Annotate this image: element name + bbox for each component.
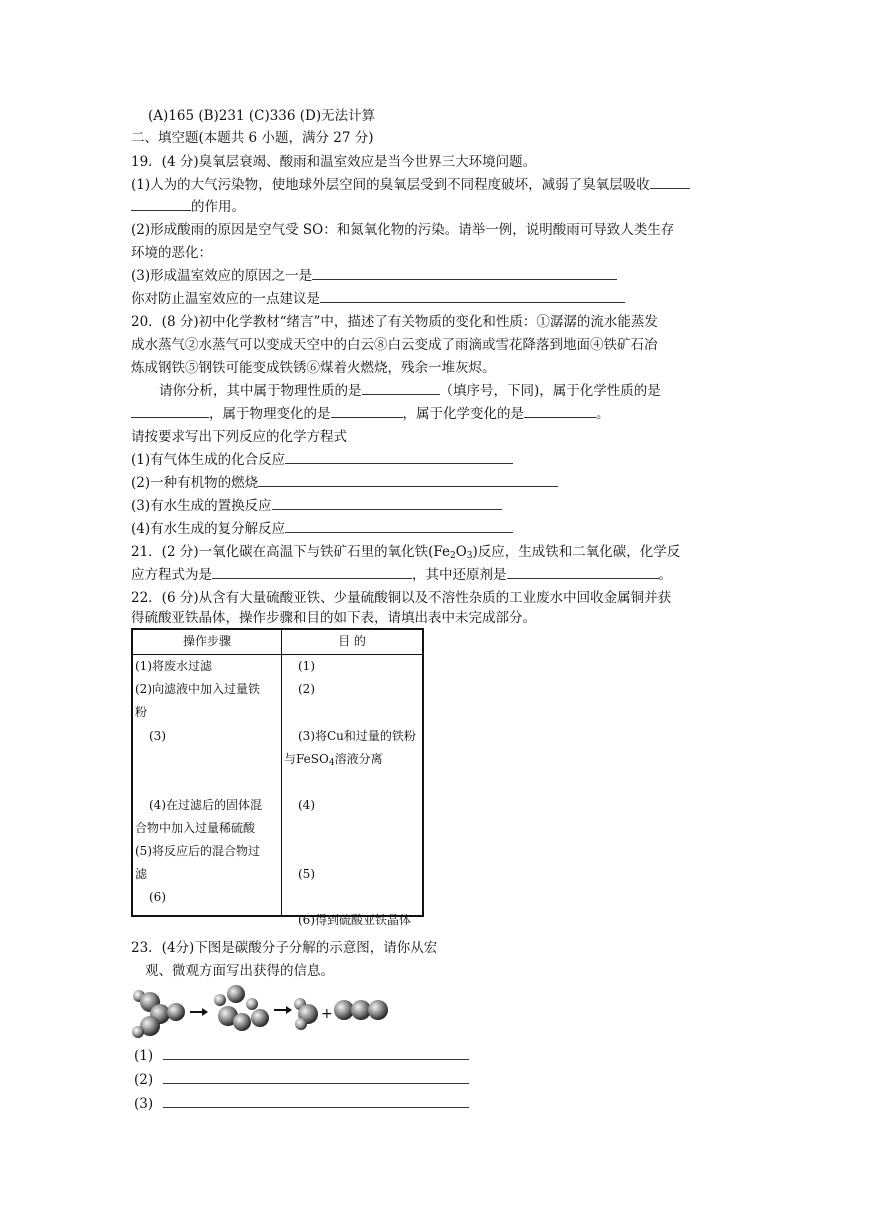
q19-stem: 19．(4 分)臭氧层衰竭、酸雨和温室效应是当今世界三大环境问题。: [131, 154, 537, 170]
q21-text-tail: )反应，生成铁和二氧化碳，化学反: [472, 544, 681, 560]
subscript: 2: [449, 551, 456, 561]
step-5-cont: 滤: [135, 867, 148, 881]
header-steps: 操作步骤: [132, 629, 282, 655]
q18-options: (A)165 (B)231 (C)336 (D)无法计算: [148, 108, 376, 124]
purpose-4: (4): [298, 798, 315, 812]
purpose-2: (2): [298, 682, 315, 696]
purpose-3-formula: 与FeSO: [284, 752, 329, 766]
q20-line4-text: 请你分析，其中属于物理性质的是: [159, 383, 362, 399]
carbon-dioxide-molecule: [334, 1000, 388, 1020]
answer-blank[interactable]: [212, 564, 412, 579]
step-4: (4)在过滤后的固体混: [149, 798, 262, 812]
q20-line5-end: 。: [596, 406, 610, 422]
answer-blank[interactable]: [258, 472, 558, 487]
q20-reaction-3: [131, 495, 502, 517]
q20-line4: [159, 380, 661, 402]
plus-sign: +: [321, 1006, 333, 1022]
answer-blank[interactable]: [362, 380, 440, 395]
purpose-6: (6)得到硫酸亚铁晶体: [298, 913, 411, 927]
q20-line2: 成水蒸气②水蒸气可以变成天空中的白云⑧白云变成了雨滴或雪花降落到地面④铁矿石冶: [131, 337, 658, 353]
answer-blank[interactable]: [163, 1093, 469, 1108]
q19-part3-text: (3)形成温室效应的原因之一是: [131, 268, 313, 284]
q19-part3: [131, 265, 617, 287]
section-title: 二、填空题(本题共 6 小题，满分 27 分): [131, 130, 374, 146]
header-purpose: 目 的: [282, 629, 424, 655]
q20-line5: [131, 403, 610, 425]
q20-line3: 炼成钢铁⑤钢铁可能变成铁锈⑥煤着火燃烧，残余一堆灰烬。: [131, 360, 496, 376]
q19-part1-cont: [131, 196, 245, 218]
reaction-label: (3)有水生成的置换反应: [131, 498, 272, 514]
answer-blank[interactable]: [331, 403, 403, 418]
q23-line1: 23．(4分)下图是碳酸分子分解的示意图，请你从宏: [131, 940, 438, 956]
q21-text: 21．(2 分)一氧化碳在高温下与铁矿石里的氧化铁(Fe: [131, 544, 450, 560]
q19-part4-text: 你对防止温室效应的一点建议是: [131, 291, 320, 307]
q20-line5-mid: ，属于化学变化的是: [402, 406, 524, 422]
q21-end: 。: [658, 567, 672, 583]
answer-blank[interactable]: [507, 564, 659, 579]
q20-line4-tail: （填序号，下同)，属于化学性质的是: [439, 383, 661, 399]
answer-blank[interactable]: [272, 495, 502, 510]
purpose-3-tail: 溶液分离: [334, 752, 383, 766]
q19-part1: [131, 174, 690, 196]
q20-reaction-1: [131, 449, 513, 471]
step-2: (2)向滤液中加入过量铁: [135, 682, 260, 696]
operations-table: [131, 628, 424, 927]
purpose-3-cont: [284, 748, 383, 775]
q19-part2-cont: 环境的恶化：: [131, 245, 212, 261]
reaction-label: (2)一种有机物的燃烧: [131, 475, 259, 491]
q19-part1-tail: 的作用。: [191, 199, 245, 215]
purpose-5: (5): [298, 867, 315, 881]
purpose-cell: [282, 655, 424, 927]
reaction-label: (1)有气体生成的化合反应: [131, 452, 286, 468]
answer-blank[interactable]: [163, 1069, 469, 1084]
answer-blank[interactable]: [285, 449, 513, 464]
q21-line2: [131, 564, 672, 586]
carbonic-acid-molecule: [132, 990, 185, 1038]
q20-line5-text: ，属于物理变化的是: [209, 406, 331, 422]
answer-blank[interactable]: [285, 518, 513, 533]
purpose-3: (3)将Cu和过量的铁粉: [298, 729, 416, 743]
q21-eq-label: 应方程式为是: [131, 567, 212, 583]
reaction-label: (4)有水生成的复分解反应: [131, 521, 286, 537]
q22-line2: 得硫酸亚铁晶体，操作步骤和目的如下表，请填出表中未完成部分。: [131, 610, 536, 626]
step-3: (3): [149, 729, 166, 743]
step-1: (1)将废水过滤: [135, 659, 212, 673]
q21-formula: O: [455, 544, 467, 560]
answer-label: (1): [134, 1048, 154, 1064]
answer-blank[interactable]: [320, 288, 625, 303]
step-6: (6): [149, 890, 166, 904]
subscript: 4: [328, 758, 335, 768]
step-5: (5)将反应后的混合物过: [135, 844, 260, 858]
q23-line2: 观、微观方面写出获得的信息。: [145, 963, 334, 979]
separated-atoms: [214, 985, 269, 1031]
answer-blank[interactable]: [131, 403, 209, 418]
q19-part1-text: (1)人为的大气污染物，使地球外层空间的臭氧层受到不同程度破坏，减弱了臭氧层吸收: [131, 177, 650, 193]
steps-cell: [132, 655, 282, 917]
q19-part2: (2)形成酸雨的原因是空气受 SO：和氮氧化物的污染。请举一例，说明酸雨可导致人类生存: [131, 222, 675, 238]
q21-reductant-label: ，其中还原剂是: [412, 567, 507, 583]
answer-blank[interactable]: [163, 1045, 469, 1060]
water-molecule: [294, 998, 318, 1030]
step-2-cont: 粉: [135, 705, 148, 719]
purpose-1: (1): [298, 659, 315, 673]
answer-blank[interactable]: [524, 403, 596, 418]
answer-label: (3): [134, 1096, 154, 1112]
molecule-decomposition-diagram: [128, 978, 390, 1042]
arrow-icon: [190, 1008, 208, 1016]
q20-reaction-2: [131, 472, 558, 494]
answer-blank[interactable]: [650, 174, 690, 189]
answer-label: (2): [134, 1072, 154, 1088]
q23-answer-3: [134, 1093, 469, 1115]
arrow-icon: [274, 1006, 292, 1014]
q20-reaction-4: [131, 518, 513, 540]
q22-line1: 22．(6 分)从含有大量硫酸亚铁、少量硫酸铜以及不溶性杂质的工业废水中回收金属铜并获: [131, 590, 672, 606]
answer-blank[interactable]: [131, 196, 191, 211]
q23-answer-1: [134, 1045, 469, 1067]
subscript: 3: [466, 551, 473, 561]
q20-requirement: 请按要求写出下列反应的化学方程式: [131, 429, 347, 445]
step-4-cont: 合物中加入过量稀硫酸: [135, 821, 256, 835]
q20-line1: 20．(8 分)初中化学教材“绪言”中，描述了有关物质的变化和性质：①潺潺的流水能蒸发: [131, 314, 658, 330]
answer-blank[interactable]: [312, 265, 617, 280]
q19-part4: [131, 288, 625, 310]
q23-answer-2: [134, 1069, 469, 1091]
